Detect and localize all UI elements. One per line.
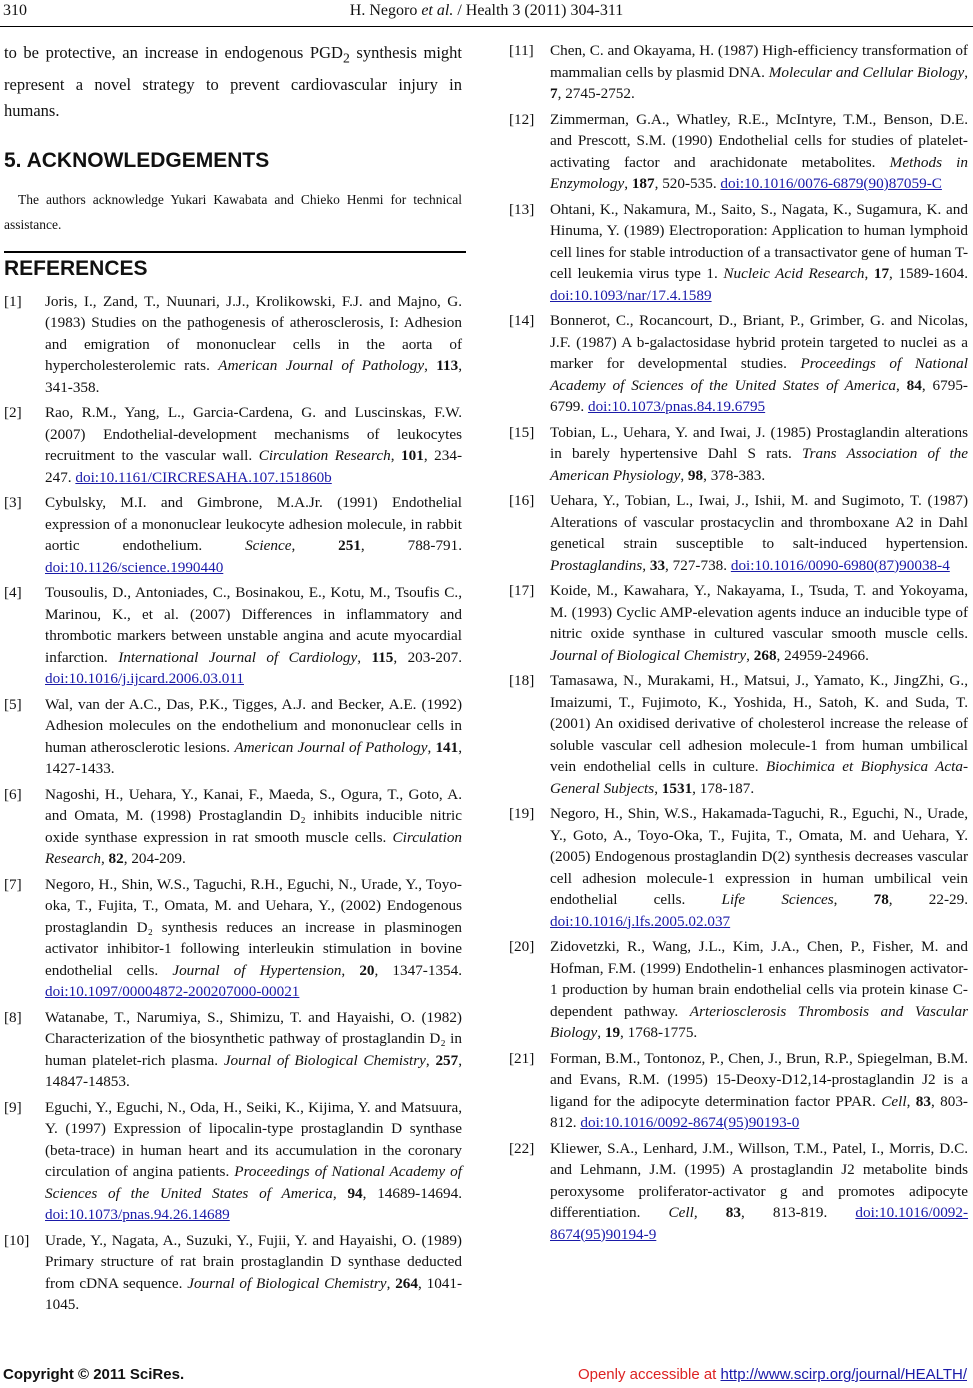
reference-body: Negoro, H., Shin, W.S., Taguchi, R.H., Eguchi, N., Urade, Y., Toyo-oka, T., Fujita, T., Omata, M. and Uehara, Y., (2002) Endogenous prostaglandin D₂ synthesis reduces an increase in plasminogen activator inhibitor-1 following interleukin stimulation in bovine endothelial cells. <box>45 875 462 979</box>
reference-item <box>509 40 968 105</box>
reference-number: [12] <box>509 110 535 128</box>
reference-item <box>509 422 968 487</box>
reference-item <box>4 1007 462 1093</box>
reference-volume: 83 <box>725 1204 741 1221</box>
reference-item <box>4 492 462 578</box>
reference-body: Zidovetzki, R., Wang, J.L., Kim, J.A., Chen, P., Fisher, M. and Hofman, F.M. (1999) Endothelin-1 enhances plasminogen activator-1 production by human brain endothelial cells via protein kinase C-dependent pathway. <box>550 938 968 1020</box>
reference-doi-link[interactable]: doi:10.1016/j.lfs.2005.02.037 <box>550 912 731 930</box>
reference-text: Tousoulis, D., Antoniades, C., Bosinakou, E., Kotu, M., Tsoufis C., Marinou, K., et al. (2007) Differences in inflammatory and thrombotic markers between unstable angina and acute myocardial infarction. International Journal of Cardiology, 115, 203-207. doi:10.1016/j.ijcard.2006.03.011 <box>45 584 462 688</box>
reference-journal: Proceedings of National Academy of Sciences of the United States of America <box>550 355 968 394</box>
reference-doi-link[interactable]: doi:10.1016/0092-8674(95)90194-9 <box>550 1204 969 1243</box>
reference-body: Watanabe, T., Narumiya, S., Shimizu, T. and Hayaishi, O. (1982) Characterization of the biosynthetic pathway of prostaglandin D₂ in human platelet-rich plasma. <box>45 1008 462 1069</box>
reference-volume: 141 <box>435 738 459 756</box>
reference-pages: , 1347-1354. <box>374 961 463 979</box>
reference-journal: International Journal of Cardiology <box>118 648 358 666</box>
reference-volume: 94 <box>347 1184 363 1202</box>
reference-doi-link[interactable]: doi:10.1097/00004872-200207000-00021 <box>45 983 300 1001</box>
reference-number: [11] <box>509 42 534 59</box>
reference-journal: Journal of Biological Chemistry <box>550 646 747 664</box>
reference-volume: 33 <box>649 556 666 574</box>
intro-text-pre: to be protective, an increase in endogenous PGD <box>4 43 343 62</box>
reference-text: Chen, C. and Okayama, H. (1987) High-efficiency transformation of mammalian cells by plasmid DNA. Molecular and Cellular Biology, 7, 2745-2752. <box>550 42 968 102</box>
reference-text: Bonnerot, C., Rocancourt, D., Briant, P., Grimber, G. and Nicolas, J.F. (1987) A b-galactosidase hybrid protein targeted to nuclei as a marker for developmental studies. Proceedings of National Academy of Sciences of the United States of America, 84, 6795-6799. doi:10.1073/pnas.84.19.6795 <box>550 312 968 415</box>
reference-pages: , 2745-2752. <box>557 85 635 102</box>
reference-pages: , 178-187. <box>692 779 755 797</box>
reference-number: [20] <box>509 938 535 955</box>
reference-body: Kliewer, S.A., Lenhard, J.M., Willson, T.M., Patel, I., Morris, D.C. and Lehmann, J.M. (1995) A prostaglandin J2 metabolite binds peroxysome proliferator-activator g and promotes adipocyte differentiation. <box>550 1139 968 1221</box>
reference-volume: 84 <box>906 376 922 394</box>
reference-journal: Biochimica et Biophysica Acta-General Subjects <box>550 758 969 797</box>
reference-number: [16] <box>509 492 535 509</box>
reference-journal: Journal of Biological Chemistry <box>223 1051 426 1069</box>
reference-pages: , 234-247. <box>45 447 463 486</box>
section-divider <box>4 251 466 253</box>
reference-body: Rao, R.M., Yang, L., Garcia-Cardena, G. and Luscinskas, F.W. (2007) Endothelial-development mechanisms of leukocytes recruitment to the vascular wall. <box>45 404 462 465</box>
left-column <box>4 40 462 1320</box>
reference-journal: Science <box>245 537 292 555</box>
reference-text: Joris, I., Zand, T., Nuunari, J.J., Krolikowski, F.J. and Majno, G. (1983) Studies on the pathogenesis of atherosclerosis, I: Adhesion and emigration of mononuclear cells in the aorta of hypercholesterolemic rats. American Journal of Pathology, 113, 341-358. <box>45 292 463 396</box>
references-title: REFERENCES <box>4 256 148 280</box>
reference-text: Uehara, Y., Tobian, L., Iwai, J., Ishii, M. and Sugimoto, T. (1987) Alterations of vascular prostacyclin and thromboxane A2 in Dahl genetical strain susceptible to salt-induced hypertension. Prostaglandins, 33, 727-738. doi:10.1016/0090-6980(87)90038-4 <box>550 492 968 574</box>
reference-journal: Prostaglandins <box>550 556 643 574</box>
reference-pages: , 727-738. <box>665 556 728 574</box>
reference-body: Tamasawa, N., Murakami, H., Matsui, J., Yamato, K., JingZhi, G., Imaizumi, T., Fujimoto, K., Yoshida, H., Satoh, K. and Suda, T. (2001) An oxidised derivative of cholesterol increase the release of soluble vascular cell adhesion molecule-1 from human umbilical vein endothelial cells in culture. <box>550 672 968 775</box>
reference-volume: 101 <box>401 447 424 465</box>
reference-body: Urade, Y., Nagata, A., Suzuki, Y., Fujii, Y. and Hayaishi, O. (1989) Primary structure of rat brain prostaglandin D synthase deducted from cDNA sequence. <box>45 1231 462 1292</box>
reference-list-left <box>4 291 462 1316</box>
reference-number: [17] <box>509 582 535 599</box>
reference-number: [4] <box>4 584 22 602</box>
reference-volume: 115 <box>371 648 394 666</box>
reference-volume: 257 <box>435 1051 459 1069</box>
reference-pages: , 203-207. <box>393 648 462 666</box>
reference-doi-link[interactable]: doi:10.1161/CIRCRESAHA.107.151860b <box>75 468 332 486</box>
reference-number: [2] <box>4 404 22 422</box>
reference-pages: , 6795-6799. <box>550 376 968 415</box>
running-head-authors: H. Negoro <box>349 2 422 19</box>
reference-text: Urade, Y., Nagata, A., Suzuki, Y., Fujii, Y. and Hayaishi, O. (1989) Primary structure of rat brain prostaglandin D synthase deducted from cDNA sequence. Journal of Biological Chemistry, 264, 1041-1045. <box>45 1231 463 1314</box>
reference-pages: , 378-383. <box>703 466 766 484</box>
reference-pages: , 1589-1604. <box>889 265 969 282</box>
acknowledgements-title: 5. ACKNOWLEDGEMENTS <box>4 148 270 172</box>
acknowledgements-text: The authors acknowledge Yukari Kawabata and Chieko Henmi for technical assistance. <box>4 191 462 232</box>
intro-text-sub: 2 <box>342 50 350 66</box>
reference-text: Wal, van der A.C., Das, P.K., Tigges, A.J. and Becker, A.E. (1992) Adhesion molecules on the endothelium and mononuclear cells in human atherosclerotic lesions. American Journal of Pathology, 141, 1427-1433. <box>45 695 463 778</box>
reference-text: Koide, M., Kawahara, Y., Nakayama, I., Tsuda, T. and Yokoyama, M. (1993) Cyclic AMP-elevation agents induce an inducible type of nitric oxide synthase in cultured vascular smooth muscle cells. Journal of Biological Chemistry, 268, 24959-24966. <box>550 582 968 664</box>
reference-volume: 268 <box>753 646 777 664</box>
reference-text: Forman, B.M., Tontonoz, P., Chen, J., Brun, R.P., Spiegelman, B.M. and Evans, R.M. (1995) 15-Deoxy-D12,14-prostaglandin J2 is a ligand for the adipocyte determination factor PPAR. Cell, 83, 803-812. doi:10.1016/0092-8674(95)90193-0 <box>550 1049 968 1131</box>
reference-volume: 78 <box>873 891 889 908</box>
open-access-notice <box>578 1366 967 1383</box>
reference-volume: 98 <box>687 466 704 484</box>
reference-journal: Arteriosclerosis Thrombosis and Vascular Biology <box>550 1002 969 1041</box>
reference-item <box>509 1048 968 1134</box>
reference-body: Bonnerot, C., Rocancourt, D., Briant, P., Grimber, G. and Nicolas, J.F. (1987) A b-galactosidase hybrid protein targeted to nuclei as a marker for developmental studies. <box>550 312 968 372</box>
reference-text: Eguchi, Y., Eguchi, N., Oda, H., Seiki, K., Kijima, Y. and Matsuura, Y. (1997) Expression of lipocalin-type prostaglandin D synthase (beta-trace) in human heart and its accumulation in the coronary circulation of angina patients. Proceedings of National Academy of Sciences of the United States of America, 94, 14689-14694. doi:10.1073/pnas.94.26.14689 <box>45 1098 462 1224</box>
reference-text: Negoro, H., Shin, W.S., Hakamada-Taguchi, R., Eguchi, N., Urade, Y., Goto, A., Toyo-Oka, T., Fujita, T., Omata, M. and Uehara, Y. (2005) Endogenous prostaglandin D(2) synthesis decreases vascular cell adhesion molecule-1 expression in human umbilical vein endothelial cells. Life Sciences, 78, 22-29. doi:10.1016/j.lfs.2005.02.037 <box>550 805 969 930</box>
reference-journal: Trans Association of the American Physiology <box>550 445 968 484</box>
reference-volume: 20 <box>359 961 375 979</box>
reference-item <box>509 1138 968 1246</box>
reference-pages: , 204-209. <box>123 850 186 868</box>
reference-text: Zidovetzki, R., Wang, J.L., Kim, J.A., Chen, P., Fisher, M. and Hofman, F.M. (1999) Endothelin-1 enhances plasminogen activator-1 production by human brain endothelial cells via protein kinase C-dependent pathway. Arteriosclerosis Thrombosis and Vascular Biology, 19, 1768-1775. <box>550 938 969 1041</box>
reference-journal: Journal of Hypertension <box>172 961 342 979</box>
reference-body: Eguchi, Y., Eguchi, N., Oda, H., Seiki, K., Kijima, Y. and Matsuura, Y. (1997) Expression of lipocalin-type prostaglandin D synthase (beta-trace) in human heart and its accumulation in the coronary circulation of angina patients. <box>45 1098 462 1181</box>
reference-pages: , 520-535. <box>654 175 717 192</box>
right-column <box>509 40 968 1249</box>
reference-pages: , 803-812. <box>550 1092 968 1131</box>
running-head <box>0 2 973 20</box>
reference-number: [7] <box>4 875 22 893</box>
reference-journal: Nucleic Acid Research <box>723 265 865 282</box>
reference-item <box>509 803 968 932</box>
reference-body: Joris, I., Zand, T., Nuunari, J.J., Krolikowski, F.J. and Majno, G. (1983) Studies on the pathogenesis of atherosclerosis, I: Adhesion and emigration of mononuclear cells in the aorta of hypercholesterolemic rats. <box>45 292 462 375</box>
reference-pages: , 22-29. <box>888 891 969 908</box>
open-access-label: Openly accessible at <box>577 1366 721 1383</box>
reference-doi-link[interactable]: doi:10.1093/nar/17.4.1589 <box>550 286 712 304</box>
reference-journal: Journal of Biological Chemistry <box>187 1274 387 1292</box>
reference-body: Ohtani, K., Nakamura, M., Saito, S., Nagata, K., Sugamura, K. and Hinuma, Y. (1989) Electroporation: Application to human lymphoid cell lines for stable introduction of a transactivator gene of human T-cell leukemia virus type 1. <box>550 200 968 282</box>
reference-doi-link[interactable]: doi:10.1073/pnas.84.19.6795 <box>587 398 766 415</box>
reference-pages: , 341-358. <box>45 357 463 396</box>
reference-number: [8] <box>4 1008 22 1026</box>
reference-body: Chen, C. and Okayama, H. (1987) High-efficiency transformation of mammalian cells by plasmid DNA. <box>550 42 968 81</box>
reference-item <box>4 1097 462 1226</box>
reference-doi-link[interactable]: doi:10.1016/0076-6879(90)87059-C <box>720 175 942 192</box>
reference-volume: 113 <box>436 357 459 375</box>
reference-text: Cybulsky, M.I. and Gimbrone, M.A.Jr. (1991) Endothelial expression of a mononuclear leukocyte adhesion molecule, in rabbit aortic endothelium. Science, 251, 788-791. doi:10.1126/science.1990440 <box>45 494 463 576</box>
reference-pages: , 788-791. <box>360 537 463 555</box>
reference-journal: Cell <box>668 1204 694 1221</box>
reference-body: Forman, B.M., Tontonoz, P., Chen, J., Brun, R.P., Spiegelman, B.M. and Evans, R.M. (1995) 15-Deoxy-D12,14-prostaglandin J2 is a ligand for the adipocyte determination factor PPAR. <box>550 1049 968 1110</box>
reference-number: [9] <box>4 1098 22 1116</box>
reference-number: [22] <box>509 1139 535 1157</box>
reference-volume: 82 <box>108 850 124 868</box>
reference-item <box>509 580 968 666</box>
journal-url-link[interactable]: http://www.scirp.org/journal/HEALTH/ <box>720 1366 967 1383</box>
reference-doi-link[interactable]: doi:10.1073/pnas.94.26.14689 <box>45 1206 230 1224</box>
reference-text: Nagoshi, H., Uehara, Y., Kanai, F., Maeda, S., Ogura, T., Goto, A. and Omata, M. (1998) Prostaglandin D₂ inhibits inducible nitric oxide synthase expression in rat smooth muscle cells. Circulation Research, 82, 204-209. <box>45 785 463 868</box>
reference-text: Watanabe, T., Narumiya, S., Shimizu, T. and Hayaishi, O. (1982) Characterization of the biosynthetic pathway of prostaglandin D₂ in human platelet-rich plasma. Journal of Biological Chemistry, 257, 14847-14853. <box>45 1008 463 1091</box>
reference-pages: , 813-819. <box>740 1204 828 1221</box>
reference-pages: , 14689-14694. <box>362 1184 462 1202</box>
reference-item <box>4 1230 462 1316</box>
reference-volume: 187 <box>631 175 655 192</box>
reference-item <box>4 874 462 1003</box>
reference-body: Negoro, H., Shin, W.S., Hakamada-Taguchi, R., Eguchi, N., Urade, Y., Goto, A., Toyo-Oka, T., Fujita, T., Omata, M. and Uehara, Y. (2005) Endogenous prostaglandin D(2) synthesis decreases vascular cell adhesion molecule-1 expression in human umbilical vein endothelial cells. <box>550 805 968 908</box>
reference-pages: , 24959-24966. <box>776 646 869 664</box>
reference-body: Cybulsky, M.I. and Gimbrone, M.A.Jr. (1991) Endothelial expression of a mononuclear leukocyte adhesion molecule, in rabbit aortic endothelium. <box>45 494 462 555</box>
reference-journal: American Journal of Pathology <box>218 357 425 375</box>
reference-doi-link[interactable]: doi:10.1126/science.1990440 <box>45 558 224 576</box>
page-header <box>0 0 973 27</box>
reference-journal: Methods in Enzymology <box>550 153 968 192</box>
reference-item <box>509 109 968 195</box>
reference-volume: 251 <box>338 537 361 555</box>
reference-journal: American Journal of Pathology <box>234 738 428 756</box>
reference-volume: 264 <box>395 1274 418 1292</box>
reference-item <box>509 670 968 799</box>
reference-journal: Proceedings of National Academy of Sciences of the United States of America <box>45 1163 462 1202</box>
reference-volume: 83 <box>915 1092 931 1110</box>
reference-number: [15] <box>509 423 535 441</box>
page-footer <box>0 1366 973 1388</box>
intro-text-post: synthesis might represent a novel strategy to prevent cardiovascular injury in humans. <box>4 43 463 121</box>
reference-pages: , 1041-1045. <box>45 1274 463 1314</box>
reference-item <box>4 694 462 780</box>
reference-body: Zimmerman, G.A., Whatley, R.E., McIntyre, T.M., Benson, D.E. and Prescott, S.M. (1990) Endothelial cells for studies of platelet-activating factor and arachidonate metabolites. <box>550 110 968 171</box>
reference-body: Tousoulis, D., Antoniades, C., Bosinakou, E., Kotu, M., Tsoufis C., Marinou, K., et al. (2007) Differences in inflammatory and thrombotic markers between unstable angina and acute myocardial infarction. <box>45 584 462 666</box>
reference-text: Zimmerman, G.A., Whatley, R.E., McIntyre, T.M., Benson, D.E. and Prescott, S.M. (1990) Endothelial cells for studies of platelet-activating factor and arachidonate metabolites. Methods in Enzymology, 187, 520-535. doi:10.1016/0076-6879(90)87059-C <box>550 110 968 192</box>
reference-journal: Molecular and Cellular Biology <box>768 63 965 81</box>
reference-volume: 17 <box>873 265 890 282</box>
reference-journal: Circulation Research <box>45 828 463 868</box>
reference-number: [14] <box>509 312 535 329</box>
reference-text: Negoro, H., Shin, W.S., Taguchi, R.H., Eguchi, N., Urade, Y., Toyo-oka, T., Fujita, T., Omata, M. and Uehara, Y., (2002) Endogenous prostaglandin D₂ synthesis reduces an increase in plasminogen activator inhibitor-1 following interleukin stimulation in bovine endothelial cells. Journal of Hypertension, 20, 1347-1354. doi:10.1097/00004872-200207000-00021 <box>45 875 463 1001</box>
reference-item <box>4 582 462 690</box>
reference-text: Tamasawa, N., Murakami, H., Matsui, J., Yamato, K., JingZhi, G., Imaizumi, T., Fujimoto, K., Yoshida, H., Satoh, K. and Suda, T. (2001) An oxidised derivative of cholesterol increase the release of soluble vascular cell adhesion molecule-1 from human umbilical vein endothelial cells in culture. Biochimica et Biophysica Acta-General Subjects, 1531, 178-187. <box>550 672 969 797</box>
reference-volume: 19 <box>604 1024 621 1041</box>
reference-doi-link[interactable]: doi:10.1016/0092-8674(95)90193-0 <box>580 1114 800 1131</box>
reference-pages: , 1427-1433. <box>45 738 463 778</box>
reference-body: Wal, van der A.C., Das, P.K., Tigges, A.J. and Becker, A.E. (1992) Adhesion molecules on the endothelium and mononuclear cells in human atherosclerotic lesions. <box>45 695 462 756</box>
reference-body: Nagoshi, H., Uehara, Y., Kanai, F., Maeda, S., Ogura, T., Goto, A. and Omata, M. (1998) Prostaglandin D₂ inhibits inducible nitric oxide synthase expression in rat smooth muscle cells. <box>45 785 462 846</box>
reference-journal: Cell <box>881 1092 907 1110</box>
page-number: 310 <box>3 2 27 19</box>
reference-pages: , 14847-14853. <box>45 1051 463 1091</box>
reference-number: [13] <box>509 200 535 218</box>
reference-number: [21] <box>509 1049 535 1067</box>
reference-item <box>4 291 462 399</box>
reference-number: [6] <box>4 785 22 803</box>
reference-journal: Life Sciences <box>721 891 834 908</box>
reference-body: Tobian, L., Uehara, Y. and Iwai, J. (1985) Prostaglandin alterations in barely hypertensive Dahl S rats. <box>550 423 968 462</box>
reference-number: [5] <box>4 695 22 713</box>
reference-item <box>509 936 968 1044</box>
reference-item <box>4 402 462 488</box>
reference-volume: 7 <box>550 85 558 102</box>
reference-number: [10] <box>4 1231 30 1249</box>
reference-body: Koide, M., Kawahara, Y., Nakayama, I., Tsuda, T. and Yokoyama, M. (1993) Cyclic AMP-elevation agents induce an inducible type of nitric oxide synthase in cultured vascular smooth muscle cells. <box>550 582 968 642</box>
reference-pages: , 1768-1775. <box>620 1024 698 1041</box>
reference-text: Tobian, L., Uehara, Y. and Iwai, J. (1985) Prostaglandin alterations in barely hypertensive Dahl S rats. Trans Association of the American Physiology, 98, 378-383. <box>550 423 968 484</box>
reference-volume: 1531 <box>661 779 693 797</box>
reference-item <box>4 784 462 870</box>
reference-text: Rao, R.M., Yang, L., Garcia-Cardena, G. and Luscinskas, F.W. (2007) Endothelial-development mechanisms of leukocytes recruitment to the vascular wall. Circulation Research, 101, 234-247. doi:10.1161/CIRCRESAHA.107.151860b <box>45 404 463 486</box>
reference-list-right <box>509 40 968 1245</box>
reference-item <box>509 199 968 307</box>
reference-body: Uehara, Y., Tobian, L., Iwai, J., Ishii, M. and Sugimoto, T. (1987) Alterations of vascular prostacyclin and thromboxane A2 in Dahl genetical strain susceptible to salt-induced hypertension. <box>550 492 968 552</box>
reference-number: [18] <box>509 672 535 689</box>
reference-item <box>509 310 968 418</box>
copyright-notice: Copyright © 2011 SciRes. <box>3 1366 185 1383</box>
reference-number: [1] <box>4 292 22 310</box>
reference-number: [19] <box>509 805 535 822</box>
reference-text: Ohtani, K., Nakamura, M., Saito, S., Nagata, K., Sugamura, K. and Hinuma, Y. (1989) Electroporation: Application to human lymphoid cell lines for stable introduction of a transactivator gene of human T-cell leukemia virus type 1. Nucleic Acid Research, 17, 1589-1604. doi:10.1093/nar/17.4.1589 <box>550 200 969 304</box>
reference-doi-link[interactable]: doi:10.1016/0090-6980(87)90038-4 <box>730 556 950 574</box>
running-head-citation: / Health 3 (2011) 304-311 <box>453 2 624 19</box>
intro-paragraph <box>4 40 462 125</box>
reference-number: [3] <box>4 494 22 512</box>
running-head-etal: et al. <box>421 2 454 19</box>
reference-item <box>509 490 968 576</box>
reference-doi-link[interactable]: doi:10.1016/j.ijcard.2006.03.011 <box>45 670 244 688</box>
reference-journal: Circulation Research <box>258 447 391 465</box>
reference-text: Kliewer, S.A., Lenhard, J.M., Willson, T.M., Patel, I., Morris, D.C. and Lehmann, J.M. (1995) A prostaglandin J2 metabolite binds peroxysome proliferator-activator g and promotes adipocyte differentiation. Cell, 83, 813-819. doi:10.1016/0092-8674(95)90194-9 <box>550 1139 969 1243</box>
